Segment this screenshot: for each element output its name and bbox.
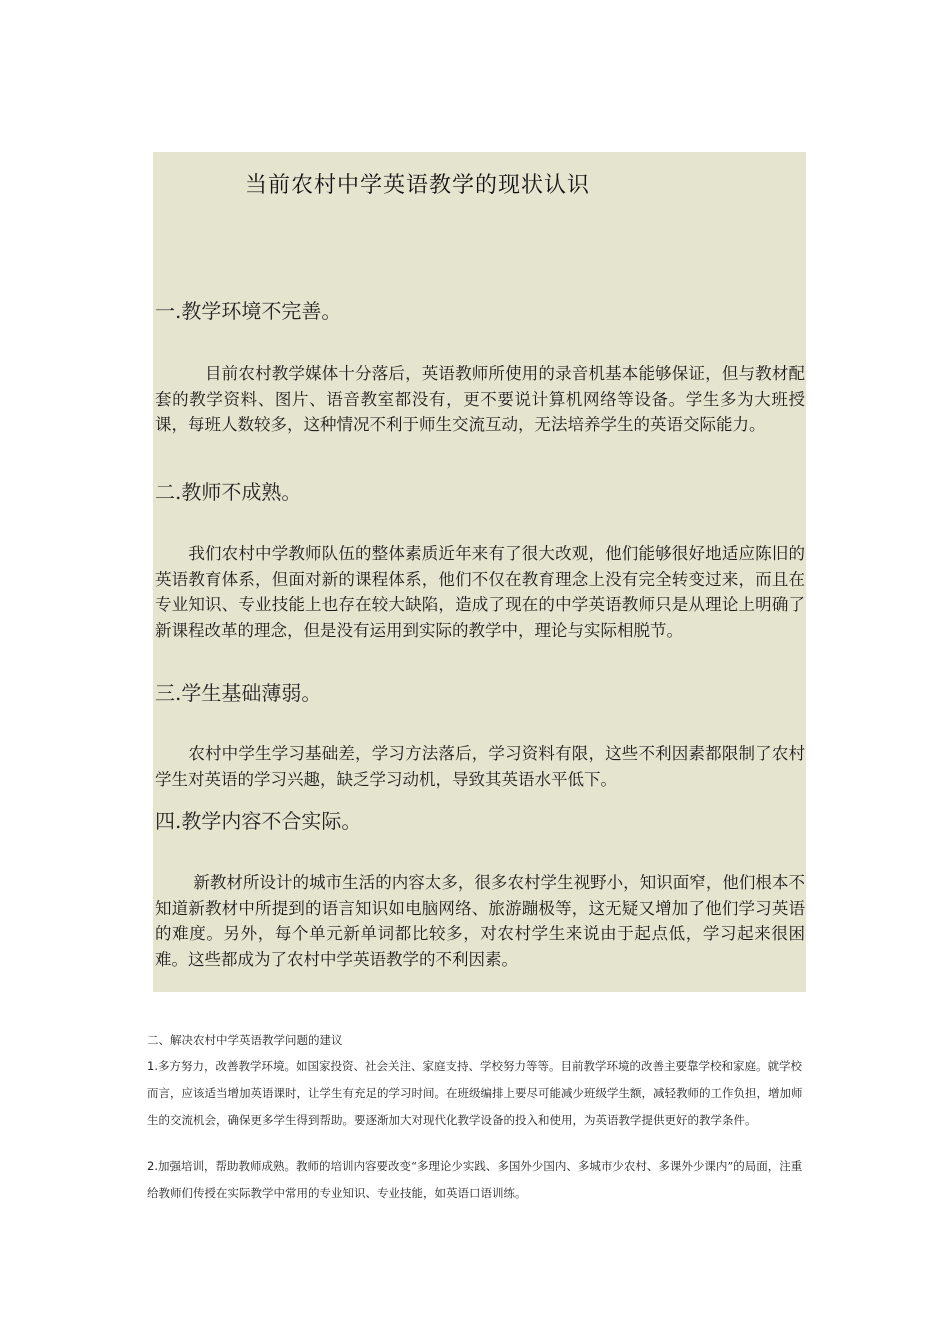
suggestion-item-1 [147, 1053, 807, 1134]
suggestion-item-2 [147, 1153, 807, 1207]
section-heading-1: 一.教学环境不完善。 [155, 299, 342, 323]
suggestion-text: 多方努力，改善教学环境。如国家投资、社会关注、家庭支持、学校努力等等。目前教学环境的改善主要靠学校和家庭。就学校而言，应该适当增加英语课时，让学生有充足的学习时间。在班级编排上要尽可能减少班级学生额，减轻教师的工作负担，增加师生的交流机会，确保更多学生得到帮助。要逐渐加大对现代化教学设备的投入和使用，为英语教学提供更好的教学条件。 [147, 1059, 803, 1127]
suggestion-text: 加强培训，帮助教师成熟。教师的培训内容要改变“多理论少实践、多国外少国内、多城市少农村、多课外少课内”的局面，注重给教师们传授在实际教学中常用的专业知识、专业技能，如英语口语训练。 [147, 1159, 803, 1200]
section-heading-4: 四.教学内容不合实际。 [155, 809, 362, 833]
section-heading-2: 二.教师不成熟。 [155, 480, 302, 504]
suggestion-number: 1. [147, 1059, 158, 1073]
section-paragraph-2: 我们农村中学教师队伍的整体素质近年来有了很大改观，他们能够很好地适应陈旧的英语教育体系，但面对新的课程体系，他们不仅在教育理念上没有完全转变过来，而且在专业知识、专业技能上也存在较大缺陷，造成了现在的中学英语教师只是从理论上明确了新课程改革的理念，但是没有运用到实际的教学中，理论与实际相脱节。 [155, 544, 805, 640]
document-title: 当前农村中学英语教学的现状认识 [245, 173, 591, 198]
section-paragraph-3: 农村中学生学习基础差，学习方法落后，学习资料有限，这些不利因素都限制了农村学生对英语的学习兴趣，缺乏学习动机，导致其英语水平低下。 [155, 744, 805, 789]
suggestion-number: 2. [147, 1159, 158, 1173]
section-paragraph-4: 新教材所设计的城市生活的内容太多，很多农村学生视野小，知识面窄，他们根本不知道新教材中所提到的语言知识如电脑网络、旅游蹦极等，这无疑又增加了他们学习英语的难度。另外，每个单元新单词都比较多，对农村学生来说由于起点低，学习起来很困难。这些都成为了农村中学英语教学的不利因素。 [155, 873, 805, 969]
section-paragraph-1: 目前农村教学媒体十分落后，英语教师所使用的录音机基本能够保证，但与教材配套的教学资料、图片、语音教室都没有，更不要说计算机网络等设备。学生多为大班授课，每班人数较多，这种情况不利于师生交流互动，无法培养学生的英语交际能力。 [155, 364, 805, 434]
suggestions-heading: 二、解决农村中学英语教学问题的建议 [147, 1033, 343, 1047]
section-heading-3: 三.学生基础薄弱。 [155, 681, 322, 705]
